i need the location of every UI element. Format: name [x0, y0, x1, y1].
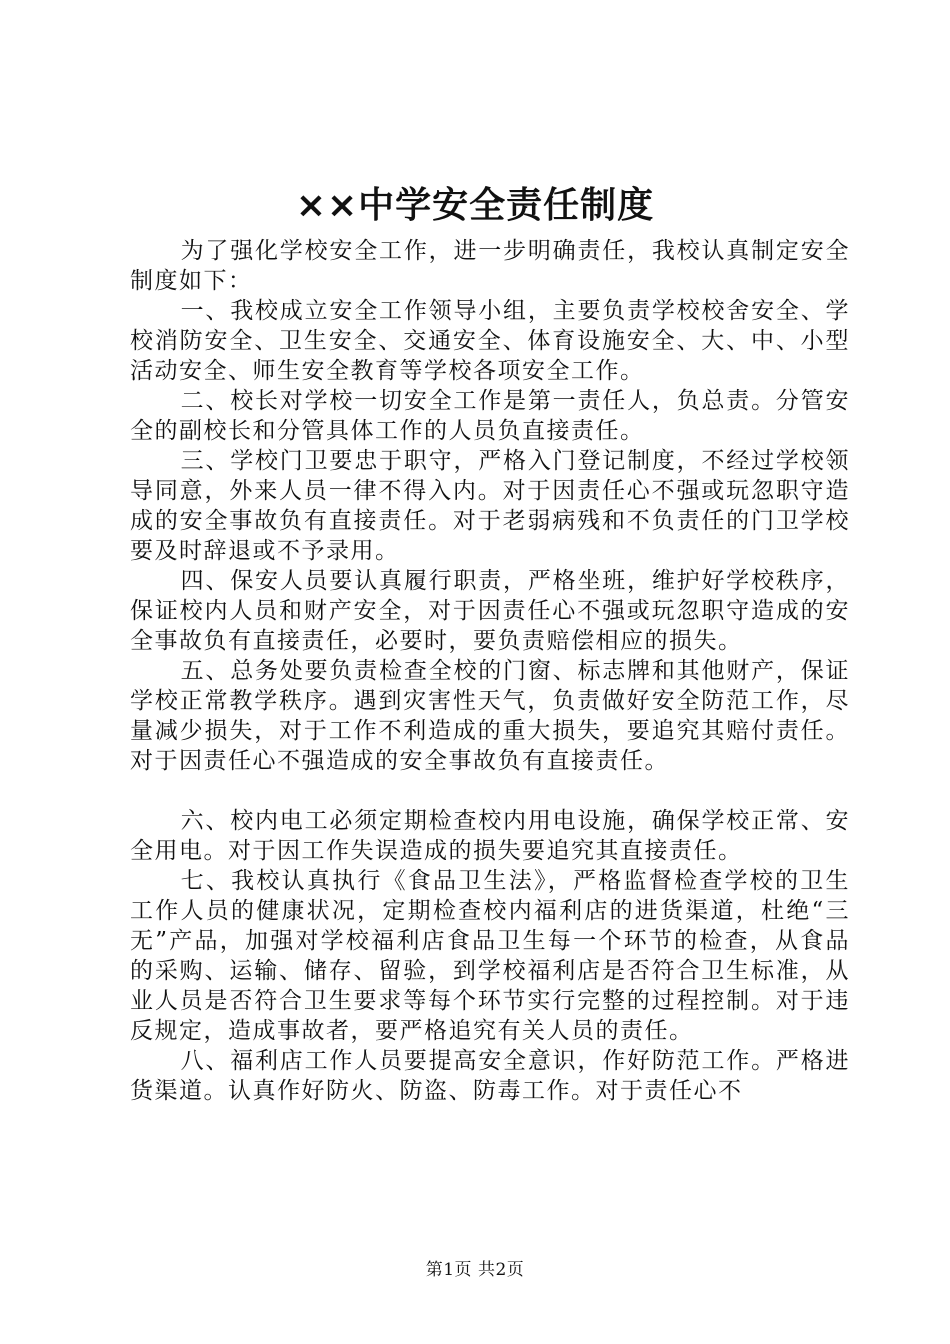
page-number-footer: 第1页 共2页 — [425, 1260, 525, 1280]
paragraph-item-2: 二、校长对学校一切安全工作是第一责任人，负总责。分管安全的副校长和分管具体工作的人员负直接责任。 — [130, 388, 850, 444]
paragraph-item-1: 一、我校成立安全工作领导小组，主要负责学校校舍安全、学校消防安全、卫生安全、交通安全、体育设施安全、大、中、小型活动安全、师生安全教育等学校各项安全工作。 — [130, 298, 850, 384]
paragraph-item-3: 三、学校门卫要忠于职守，严格入门登记制度，不经过学校领导同意，外来人员一律不得入内。对于因责任心不强或玩忽职守造成的安全事故负有直接责任。对于老弱病残和不负责任的门卫学校要及时辞退或不予录用。 — [130, 448, 850, 564]
paragraph-item-6: 六、校内电工必须定期检查校内用电设施，确保学校正常、安全用电。对于因工作失误造成的损失要追究其直接责任。 — [130, 808, 850, 864]
document-body — [130, 236, 850, 1106]
paragraph-item-7: 七、我校认真执行《食品卫生法》，严格监督检查学校的卫生工作人员的健康状况，定期检查校内福利店的进货渠道，杜绝“三无”产品，加强对学校福利店食品卫生每一个环节的检查，从食品的采购、运输、储存、留验，到学校福利店是否符合卫生标准，从业人员是否符合卫生要求等每个环节实行完整的过程控制。对于违反规定，造成事故者，要严格追究有关人员的责任。 — [130, 868, 850, 1044]
paragraph-item-8: 八、福利店工作人员要提高安全意识，作好防范工作。严格进货渠道。认真作好防火、防盗、防毒工作。对于责任心不 — [130, 1048, 850, 1104]
paragraph-intro: 为了强化学校安全工作，进一步明确责任，我校认真制定安全制度如下： — [130, 238, 850, 294]
paragraph-item-4: 四、保安人员要认真履行职责，严格坐班，维护好学校秩序，保证校内人员和财产安全，对于因责任心不强或玩忽职守造成的安全事故负有直接责任，必要时，要负责赔偿相应的损失。 — [130, 568, 850, 654]
paragraph-item-5: 五、总务处要负责检查全校的门窗、标志牌和其他财产，保证学校正常教学秩序。遇到灾害性天气，负责做好安全防范工作，尽量减少损失，对于工作不利造成的重大损失，要追究其赔付责任。对于因责任心不强造成的安全事故负有直接责任。 — [130, 658, 850, 774]
document-title: ××中学安全责任制度 — [295, 185, 655, 226]
